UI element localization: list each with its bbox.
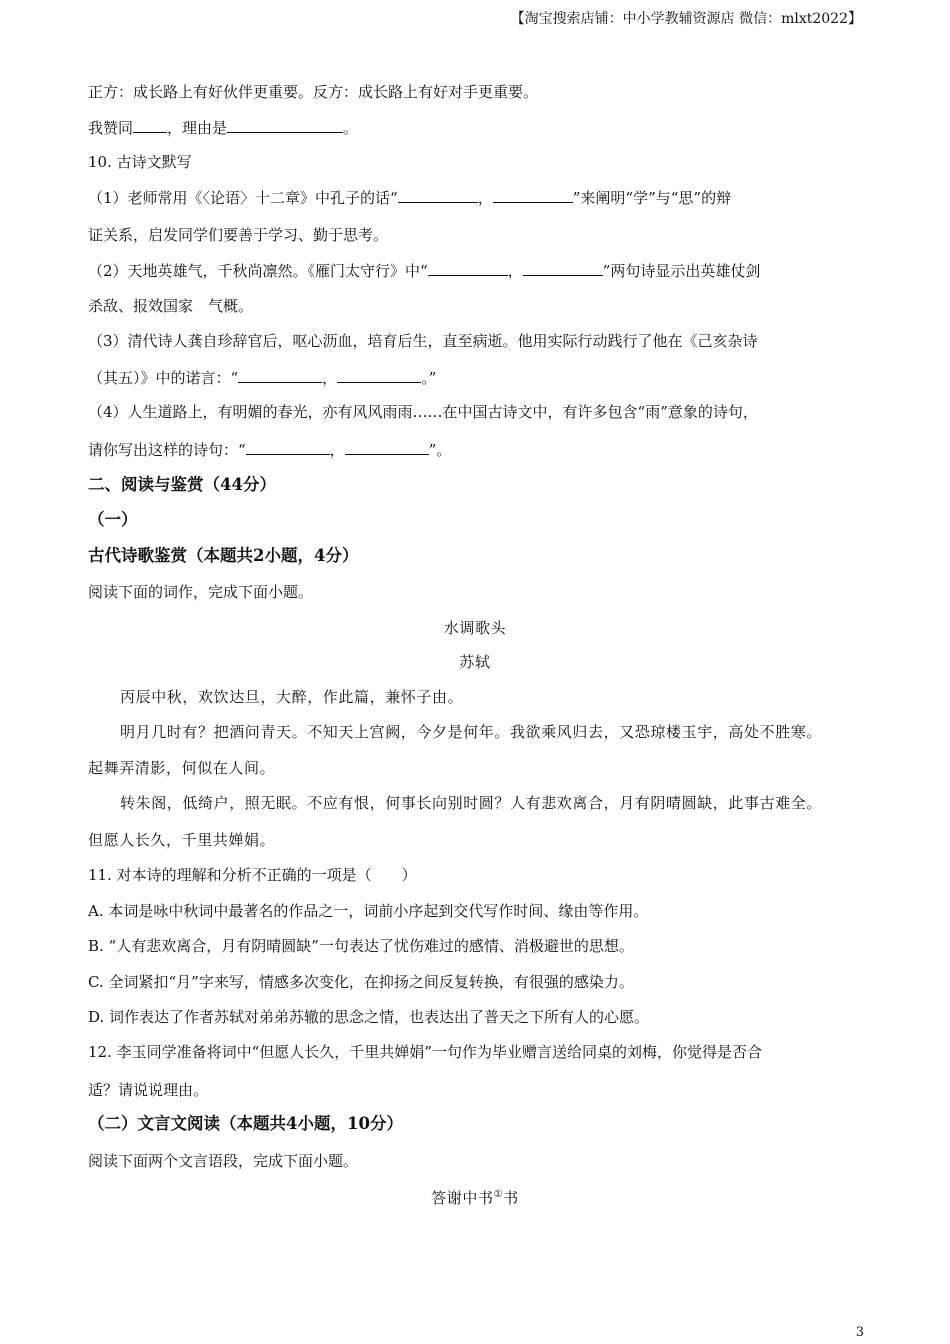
q10-part3-text: （其五）》中的诺言：“ — [88, 369, 239, 387]
q10-part2-line2: 杀敌、报效国家 气概。 — [88, 297, 254, 315]
q10-part4-line1: （4）人生道路上，有明媚的春光，亦有风风雨雨……在中国古诗文中，有许多包含“雨”意象的诗句， — [88, 403, 758, 421]
poem-stanza1-line1: 明月几时有？把酒问青天。不知天上宫阙，今夕是何年。我欲乘风归去，又恐琼楼玉宇，高处不胜寒。 — [120, 723, 823, 741]
comma: ， — [507, 262, 523, 280]
comma: ， — [477, 189, 493, 207]
answer-blank[interactable] — [398, 187, 478, 203]
comma: ， — [322, 369, 338, 387]
poem-preface: 丙辰中秋，欢饮达旦，大醉，作此篇，兼怀子由。 — [120, 688, 464, 706]
answer-blank[interactable] — [238, 367, 322, 383]
debate-prompt-b: ，理由是 — [167, 119, 228, 137]
answer-blank[interactable] — [246, 439, 330, 455]
debate-prompt — [88, 117, 358, 138]
answer-blank[interactable] — [428, 260, 508, 276]
comma: ， — [329, 441, 345, 459]
answer-blank[interactable] — [133, 117, 167, 133]
debate-prompt-a: 我赞同 — [88, 119, 134, 137]
poem-stanza2-line1: 转朱阁，低绮户，照无眠。不应有恨，何事长向别时圆？人有悲欢离合，月有阴晴圆缺，此事古难全。 — [120, 794, 823, 812]
q10-title: 10. 古诗文默写 — [88, 153, 192, 171]
q10-part4-end: ”。 — [428, 441, 452, 459]
poem-title: 水调歌头 — [443, 619, 507, 637]
q10-part1-text: （1）老师常用《〈论语〉十二章》中孔子的话“ — [88, 189, 398, 207]
reading-instruction: 阅读下面的词作，完成下面小题。 — [88, 583, 314, 601]
q11-stem: 11. 对本诗的理解和分析不正确的一项是（ ） — [88, 866, 417, 884]
q11-option-a[interactable]: A. 本词是咏中秋词中最著名的作品之一，词前小序起到交代写作时间、缘由等作用。 — [88, 902, 649, 920]
q10-part2-text: （2）天地英雄气，千秋尚凛然。《雁门太守行》中“ — [88, 262, 428, 280]
poem-stanza1-line2: 起舞弄清影，何似在人间。 — [88, 759, 276, 777]
q10-part4-text: 请你写出这样的诗句：“ — [88, 441, 246, 459]
q11-option-b[interactable]: B. “人有悲欢离合，月有阴晴圆缺”一句表达了忧伤难过的感情、消极避世的思想。 — [88, 937, 634, 955]
answer-blank[interactable] — [227, 117, 343, 133]
q10-part4-line2 — [88, 439, 451, 460]
q10-part3-line1: （3）清代诗人龚自珍辞官后，呕心沥血，培育后生，直至病逝。他用实际行动践行了他在《己亥杂诗 — [88, 332, 758, 350]
subsection-title-classical: （二）文言文阅读（本题共4小题，10分） — [88, 1114, 403, 1133]
answer-blank[interactable] — [523, 260, 603, 276]
section-title: 二、阅读与鉴赏（44分） — [88, 475, 276, 494]
footnote-marker[interactable]: ① — [493, 1189, 504, 1200]
q10-part1-text-b: ”来阐明“学”与“思”的辩 — [572, 189, 732, 207]
q12-line2: 适？请说说理由。 — [88, 1081, 209, 1099]
q10-part2-line1 — [88, 260, 760, 281]
poem-author: 苏轼 — [459, 653, 491, 671]
q10-part1-line1 — [88, 187, 731, 208]
q10-part3-end: 。” — [421, 369, 437, 387]
poem-stanza2-line2: 但愿人长久，千里共婵娟。 — [88, 831, 276, 849]
classical-instruction: 阅读下面两个文言语段，完成下面小题。 — [88, 1152, 359, 1170]
classical-title-a: 答谢中书 — [431, 1189, 494, 1207]
q10-part3-line2 — [88, 367, 436, 388]
debate-positions: 正方：成长路上有好伙伴更重要。反方：成长路上有好对手更重要。 — [88, 83, 539, 101]
answer-blank[interactable] — [493, 187, 573, 203]
q10-part1-line2: 证关系，启发同学们要善于学习、勤于思考。 — [88, 226, 389, 244]
q11-option-c[interactable]: C. 全词紧扣“月”字来写，情感多次变化，在抑扬之间反复转换，有很强的感染力。 — [88, 973, 634, 991]
page-header: 【淘宝搜索店铺：中小学教辅资源店 微信：mlxt2022】 — [510, 11, 862, 27]
subsection-title: 古代诗歌鉴赏（本题共2小题，4分） — [88, 546, 359, 565]
answer-blank[interactable] — [337, 367, 421, 383]
page-number: 3 — [855, 1325, 864, 1340]
classical-title-b: 书 — [503, 1189, 519, 1207]
q12-line1: 12. 李玉同学准备将词中“但愿人长久，千里共婵娟”一句作为毕业赠言送给同桌的刘梅，你觉得是否合 — [88, 1043, 762, 1061]
subsection-number: （一） — [88, 510, 138, 529]
q11-option-d[interactable]: D. 词作表达了作者苏轼对弟弟苏辙的思念之情，也表达出了普天之下所有人的心愿。 — [88, 1008, 650, 1026]
classical-text-title — [0, 1185, 950, 1208]
debate-prompt-end: 。 — [343, 119, 359, 137]
answer-blank[interactable] — [345, 439, 429, 455]
q10-part2-text-b: ”两句诗显示出英雄仗剑 — [602, 262, 761, 280]
